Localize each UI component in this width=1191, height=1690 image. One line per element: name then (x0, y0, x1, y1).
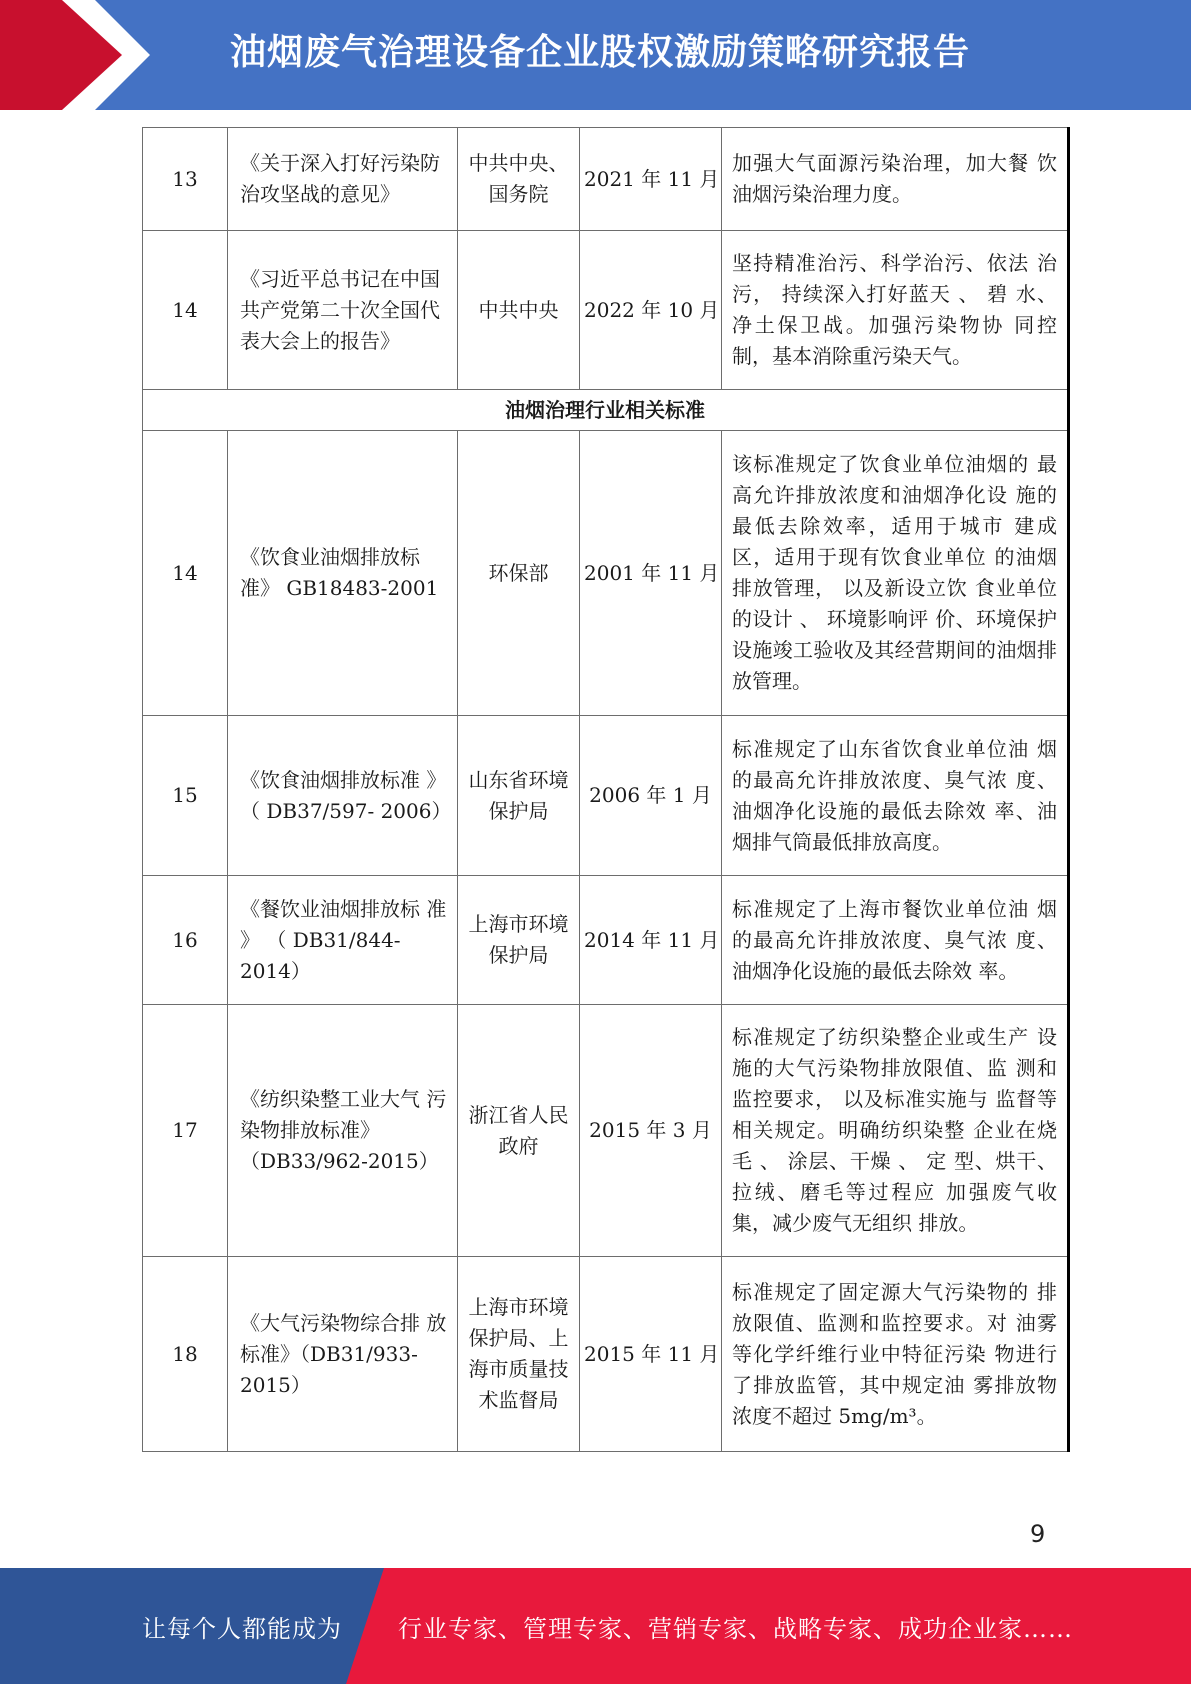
issuing-org: 上海市环境保护局、上海市质量技术监督局 (458, 1257, 580, 1452)
section-title: 油烟治理行业相关标准 (143, 390, 1069, 431)
document-name: 《餐饮业油烟排放标 准 》 （ DB31/844- 2014） (228, 876, 458, 1005)
issue-date: 2014 年 11 月 (580, 876, 722, 1005)
issuing-org: 山东省环境保护局 (458, 716, 580, 876)
table-row (143, 431, 1069, 716)
issue-date: 2006 年 1 月 (580, 716, 722, 876)
table-row (143, 1005, 1069, 1257)
description: 标准规定了纺织染整企业或生产 设施的大气污染物排放限值、监 测和监控要求， 以及标准实施与 监督等相关规定。明确纺织染整 企业在烧毛 、 涂层、干燥 、 定 型、烘干、拉绒、磨毛等过程应 加强废气收集，减少废气无组织 排放。 (722, 1005, 1069, 1257)
row-number: 17 (143, 1005, 228, 1257)
description: 标准规定了固定源大气污染物的 排放限值、监测和监控要求。对 油雾等化学纤维行业中特征污染 物进行了排放监管，其中规定油 雾排放物浓度不超过 5mg/m³。 (722, 1257, 1069, 1452)
document-name: 《饮食业油烟排放标 准》 GB18483-2001 (228, 431, 458, 716)
header-arrow-decoration (0, 0, 150, 110)
table-row (143, 128, 1069, 231)
table-row (143, 876, 1069, 1005)
issuing-org: 中共中央 (458, 231, 580, 390)
standards-table (142, 127, 1070, 1452)
issuing-org: 环保部 (458, 431, 580, 716)
issuing-org: 中共中央、国务院 (458, 128, 580, 231)
document-name: 《习近平总书记在中国共产党第二十次全国代表大会上的报告》 (228, 231, 458, 390)
footer-slogan-right: 行业专家、管理专家、营销专家、战略专家、成功企业家…… (398, 1615, 1073, 1643)
document-name: 《饮食油烟排放标准 》 （ DB37/597- 2006） (228, 716, 458, 876)
page-header (0, 0, 1191, 110)
issue-date: 2022 年 10 月 (580, 231, 722, 390)
row-number: 14 (143, 431, 228, 716)
issue-date: 2015 年 11 月 (580, 1257, 722, 1452)
description: 标准规定了上海市餐饮业单位油 烟的最高允许排放浓度、臭气浓 度、油烟净化设施的最低去除效 率。 (722, 876, 1069, 1005)
row-number: 16 (143, 876, 228, 1005)
footer-slogan-left: 让每个人都能成为 (142, 1615, 342, 1643)
document-name: 《大气污染物综合排 放标准》（DB31/933- 2015） (228, 1257, 458, 1452)
issuing-org: 浙江省人民政府 (458, 1005, 580, 1257)
report-title: 油烟废气治理设备企业股权激励策略研究报告 (230, 32, 971, 73)
page-number: 9 (1030, 1520, 1046, 1548)
description: 加强大气面源污染治理，加大餐 饮油烟污染治理力度。 (722, 128, 1069, 231)
document-name: 《纺织染整工业大气 污染物排放标准》（DB33/962-2015） (228, 1005, 458, 1257)
row-number: 13 (143, 128, 228, 231)
issuing-org: 上海市环境保护局 (458, 876, 580, 1005)
table-row (143, 1257, 1069, 1452)
section-row (143, 390, 1069, 431)
document-name: 《关于深入打好污染防治攻坚战的意见》 (228, 128, 458, 231)
table-row (143, 716, 1069, 876)
description: 坚持精准治污、科学治污、依法 治污， 持续深入打好蓝天 、 碧 水、净土保卫战。加强污染物协 同控制，基本消除重污染天气。 (722, 231, 1069, 390)
issue-date: 2015 年 3 月 (580, 1005, 722, 1257)
row-number: 18 (143, 1257, 228, 1452)
description: 该标准规定了饮食业单位油烟的 最高允许排放浓度和油烟净化设 施的最低去除效率，适用于城市 建成区，适用于现有饮食业单位 的油烟排放管理， 以及新设立饮 食业单位的设计 、 环境影响评 价、环境保护设施竣工验收及其经营期间的油烟排放管理。 (722, 431, 1069, 716)
row-number: 15 (143, 716, 228, 876)
row-number: 14 (143, 231, 228, 390)
issue-date: 2001 年 11 月 (580, 431, 722, 716)
issue-date: 2021 年 11 月 (580, 128, 722, 231)
page-footer (0, 1568, 1191, 1684)
description: 标准规定了山东省饮食业单位油 烟的最高允许排放浓度、臭气浓 度、油烟净化设施的最低去除效 率、油烟排气筒最低排放高度。 (722, 716, 1069, 876)
table-row (143, 231, 1069, 390)
